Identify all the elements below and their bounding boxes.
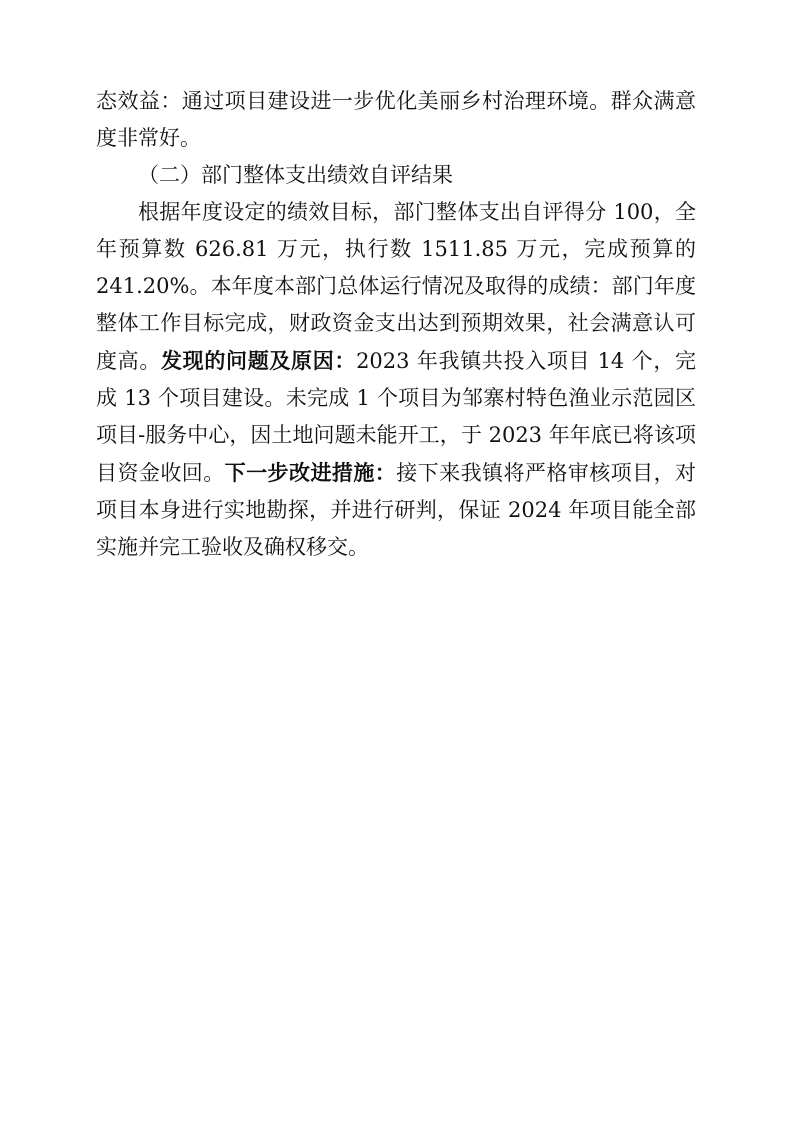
section-heading: （二）部门整体支出绩效自评结果 xyxy=(138,163,453,187)
document-body xyxy=(96,83,696,566)
performance-paragraph xyxy=(96,194,696,566)
problems-text: 2023 年我镇共投入项目 14 个，完成 13 个项目建设。未完成 1 个项目为邹寨村特色渔业示范园区项目-服务中心，因土地问题未能开工，于 2023 年年底已将该项目资金收回。 xyxy=(96,349,696,485)
performance-intro-text: 根据年度设定的绩效目标，部门整体支出自评得分 100，全年预算数 626.81 万元，执行数 1511.85 万元，完成预算的 241.20%。本年度本部门总体运行情况及取得的成绩：部门年度整体工作目标完成，财政资金支出达到预期效果，社会满意认可度高。 xyxy=(96,200,696,373)
continuation-paragraph: 态效益：通过项目建设进一步优化美丽乡村治理环境。群众满意度非常好。 xyxy=(96,89,696,150)
next-steps-text: 接下来我镇将严格审核项目，对项目本身进行实地勘探，并进行研判，保证 2024 年项目能全部实施并完工验收及确权移交。 xyxy=(96,461,697,559)
problems-label: 发现的问题及原因： xyxy=(161,348,357,373)
next-steps-label: 下一步改进措施： xyxy=(224,460,397,485)
